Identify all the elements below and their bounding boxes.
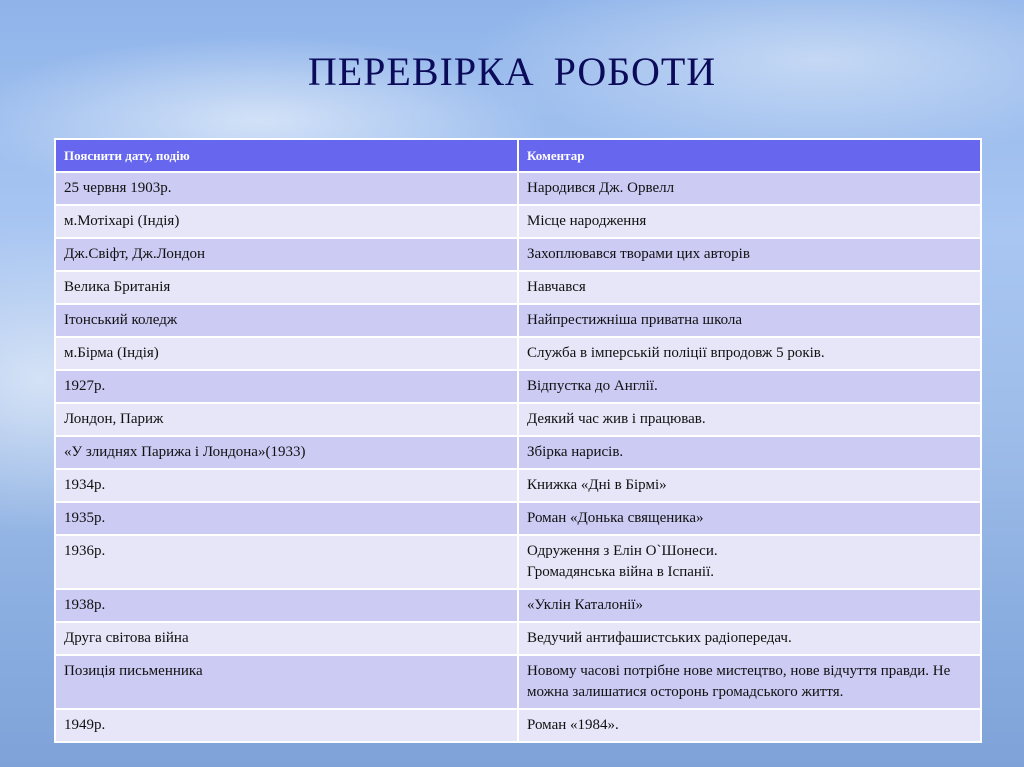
table-row [55,589,981,622]
event-cell: Велика Британія [55,271,518,304]
event-cell: м.Мотіхарі (Індія) [55,205,518,238]
event-cell: 1927р. [55,370,518,403]
comment-cell: Відпустка до Англії. [518,370,981,403]
comment-cell: Місце народження [518,205,981,238]
table-row [55,535,981,589]
table-row [55,469,981,502]
table-row [55,304,981,337]
event-cell: 1934р. [55,469,518,502]
comment-cell: Книжка «Дні в Бірмі» [518,469,981,502]
table-row [55,337,981,370]
event-cell: Лондон, Париж [55,403,518,436]
event-cell: м.Бірма (Індія) [55,337,518,370]
event-cell: Позиція письменника [55,655,518,709]
table-row [55,502,981,535]
table-row [55,271,981,304]
header-event: Пояснити дату, подію [55,139,518,172]
comment-cell: Ведучий антифашистських радіопередач. [518,622,981,655]
comment-cell: Одруження з Елін О`Шонеси. Громадянська війна в Іспанії. [518,535,981,589]
event-cell: 1936р. [55,535,518,589]
event-cell: Дж.Свіфт, Дж.Лондон [55,238,518,271]
table-header-row [55,139,981,172]
comment-cell: Захоплювався творами цих авторів [518,238,981,271]
table-row [55,370,981,403]
table-row [55,238,981,271]
header-comment: Коментар [518,139,981,172]
table-row [55,403,981,436]
table-row [55,655,981,709]
table-row [55,205,981,238]
comment-cell: Збірка нарисів. [518,436,981,469]
comment-cell: Навчався [518,271,981,304]
event-cell: 1938р. [55,589,518,622]
comment-cell: Роман «1984». [518,709,981,742]
event-cell: 1935р. [55,502,518,535]
event-cell: Друга світова війна [55,622,518,655]
event-cell: Ітонський коледж [55,304,518,337]
table-row [55,622,981,655]
slide-title: ПЕРЕВІРКА РОБОТИ [307,49,717,94]
comment-cell: Деякий час жив і працював. [518,403,981,436]
comment-cell: Народився Дж. Орвелл [518,172,981,205]
comment-cell: Найпрестижніша приватна школа [518,304,981,337]
table-row [55,709,981,742]
comment-cell: Роман «Донька священика» [518,502,981,535]
event-cell: «У злиднях Парижа і Лондона»(1933) [55,436,518,469]
comment-cell: Новому часові потрібне нове мистецтво, нове відчуття правди. Не можна залишатися осторонь громадського життя. [518,655,981,709]
events-table [54,138,982,743]
table-row [55,436,981,469]
comment-cell: Служба в імперській поліції впродовж 5 років. [518,337,981,370]
event-cell: 25 червня 1903р. [55,172,518,205]
table-row [55,172,981,205]
event-cell: 1949р. [55,709,518,742]
comment-cell: «Уклін Каталонії» [518,589,981,622]
